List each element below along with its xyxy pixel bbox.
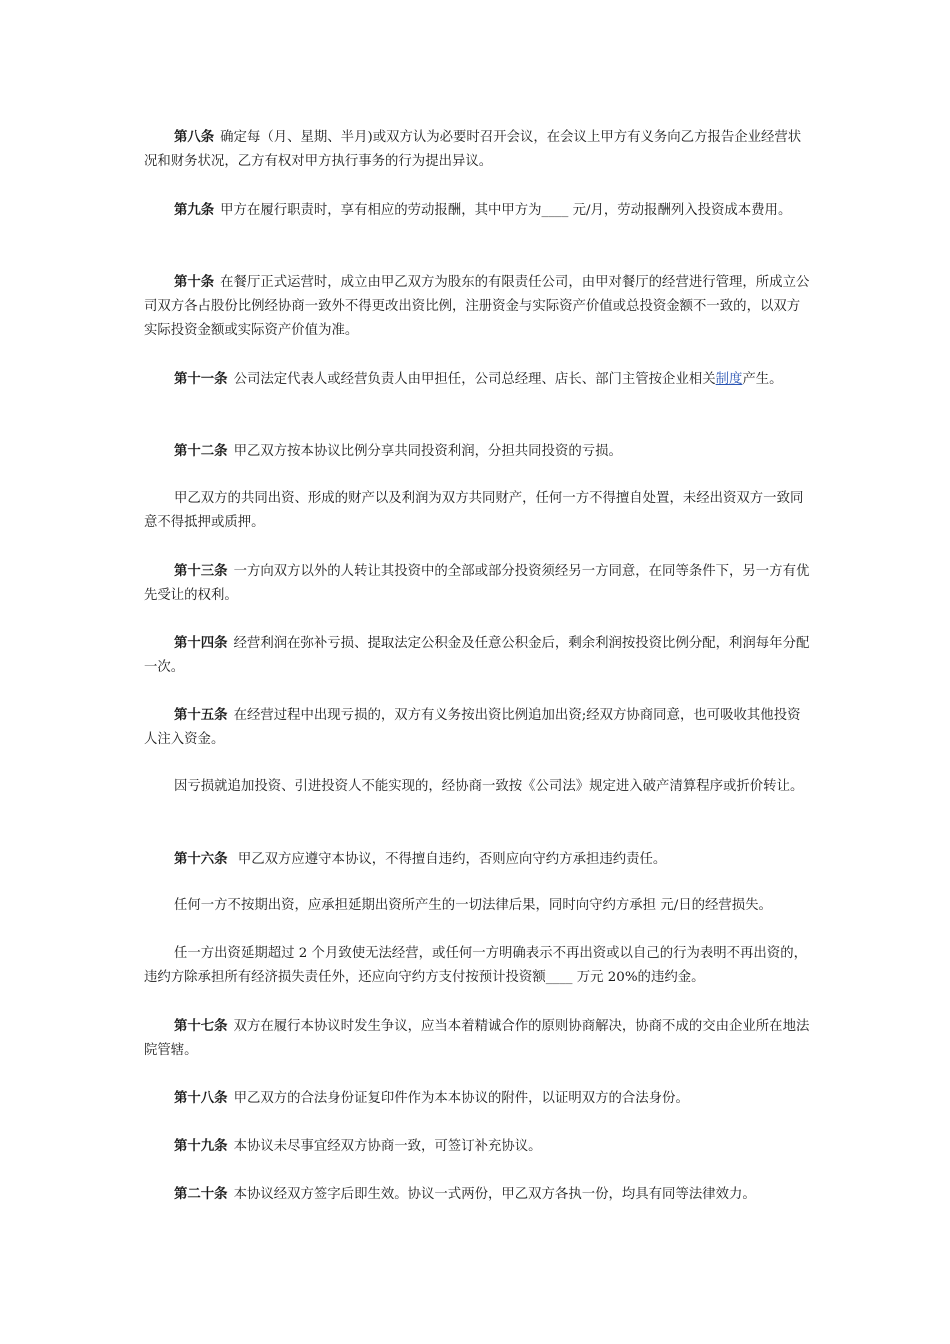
article-text: 在餐厅正式运营时，成立由甲乙双方为股东的有限责任公司，由甲对餐厅的经营进行管理，所成立公司双方各占股份比例经协商一致外不得更改出资比例，注册资金与实际资产价值或总投资金额不一致的，以双方实际投资金额或实际资产价值为准。 [144, 275, 810, 338]
article-text: 一方向双方以外的人转让其投资中的全部或部分投资须经另一方同意，在同等条件下，另一方有优先受让的权利。 [144, 564, 810, 603]
article-number: 第十三条 [174, 563, 228, 579]
article-13 [144, 559, 812, 608]
article-text: 甲乙双方应遵守本协议，不得擅自违约，否则应向守约方承担违约责任。 [233, 852, 667, 867]
article-20 [144, 1182, 812, 1207]
article-number: 第十二条 [174, 443, 228, 459]
article-9 [144, 198, 812, 223]
article-15-paragraph-2 [144, 775, 812, 799]
article-text: 任何一方不按期出资，应承担延期出资所产生的一切法律后果，同时向守约方承担 元/日的经营损失。 [174, 898, 772, 913]
article-number: 第十九条 [174, 1138, 228, 1154]
article-text: 双方在履行本协议时发生争议，应当本着精诚合作的原则协商解决，协商不成的交由企业所在地法院管辖。 [144, 1019, 810, 1058]
article-18 [144, 1086, 812, 1111]
article-number: 第十五条 [174, 707, 228, 723]
article-text-tail: 产生。 [742, 372, 783, 387]
article-12-paragraph-2 [144, 487, 812, 535]
article-number: 第十八条 [174, 1090, 228, 1106]
article-16-paragraph-2 [144, 894, 812, 918]
article-14 [144, 631, 812, 680]
article-number: 第九条 [174, 202, 215, 218]
article-16-paragraph-3 [144, 942, 812, 990]
article-text: 甲乙双方按本协议比例分享共同投资利润，分担共同投资的亏损。 [233, 444, 622, 459]
article-17 [144, 1014, 812, 1063]
article-8 [144, 125, 812, 174]
article-text: 本协议未尽事宜经双方协商一致，可签订补充协议。 [233, 1139, 542, 1154]
article-16 [144, 847, 812, 872]
article-text: 因亏损就追加投资、引进投资人不能实现的，经协商一致按《公司法》规定进入破产清算程序或折价转让。 [174, 779, 804, 794]
article-number: 第二十条 [174, 1186, 228, 1202]
article-text: 甲方在履行职责时，享有相应的劳动报酬，其中甲方为____ 元/月，劳动报酬列入投资成本费用。 [220, 203, 792, 218]
article-number: 第十条 [174, 274, 215, 290]
article-text: 本协议经双方签字后即生效。协议一式两份，甲乙双方各执一份，均具有同等法律效力。 [233, 1187, 756, 1202]
article-text: 公司法定代表人或经营负责人由甲担任，公司总经理、店长、部门主管按企业相关 [233, 372, 716, 387]
article-10 [144, 270, 812, 343]
article-number: 第十六条 [174, 851, 228, 867]
article-number: 第十一条 [174, 371, 228, 387]
article-number: 第十四条 [174, 635, 228, 651]
article-15 [144, 703, 812, 752]
regulation-link[interactable]: 制度 [715, 372, 743, 387]
article-11 [144, 367, 812, 392]
article-text: 甲乙双方的共同出资、形成的财产以及利润为双方共同财产，任何一方不得擅自处置，未经出资双方一致同意不得抵押或质押。 [144, 491, 804, 530]
article-text: 经营利润在弥补亏损、提取法定公积金及任意公积金后，剩余利润按投资比例分配，利润每年分配一次。 [144, 636, 810, 675]
article-text: 在经营过程中出现亏损的，双方有义务按出资比例追加出资;经双方协商同意，也可吸收其他投资人注入资金。 [144, 708, 801, 747]
article-text: 确定每（月、星期、半月)或双方认为必要时召开会议，在会议上甲方有义务向乙方报告企业经营状况和财务状况，乙方有权对甲方执行事务的行为提出异议。 [144, 130, 802, 169]
article-12 [144, 439, 812, 464]
article-number: 第十七条 [174, 1018, 228, 1034]
article-19 [144, 1134, 812, 1159]
article-number: 第八条 [174, 129, 215, 145]
article-text: 甲乙双方的合法身份证复印件作为本本协议的附件，以证明双方的合法身份。 [233, 1091, 689, 1106]
article-text: 任一方出资延期超过 2 个月致使无法经营，或任何一方明确表示不再出资或以自己的行为表明不再出资的，违约方除承担所有经济损失责任外，还应向守约方支付按预计投资额____ 万元 20%的违约金。 [144, 946, 807, 985]
